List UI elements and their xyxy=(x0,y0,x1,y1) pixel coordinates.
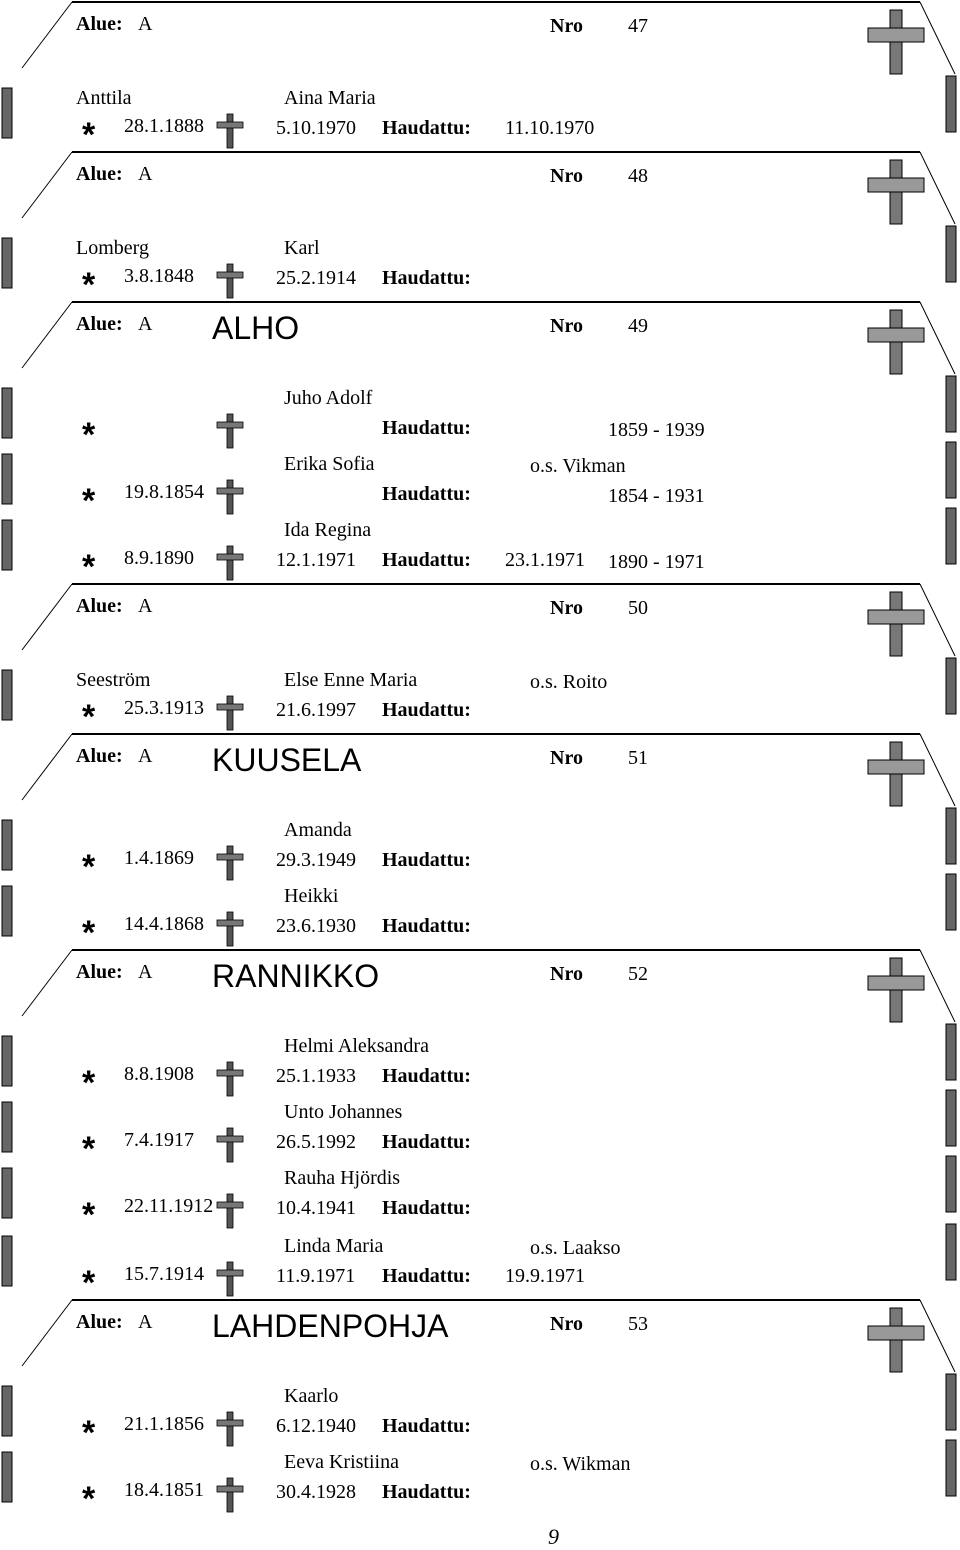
area-value: A xyxy=(138,595,153,617)
person-name: Heikki xyxy=(284,885,339,907)
birth-date: 28.1.1888 xyxy=(124,115,204,137)
header-cross-icon-horizontal xyxy=(868,28,924,42)
row-left-bar xyxy=(2,1452,12,1502)
birth-star-icon: * xyxy=(82,1130,96,1168)
row-right-bar xyxy=(946,658,956,714)
nro-value: 47 xyxy=(628,15,648,37)
area-value: A xyxy=(138,745,153,767)
person-name: Juho Adolf xyxy=(284,387,373,409)
death-cross-icon-vertical xyxy=(227,114,233,148)
row-right-bar xyxy=(946,226,956,282)
area-label: Alue: xyxy=(76,163,123,185)
buried-label: Haudattu: xyxy=(382,1265,471,1287)
death-cross-icon-horizontal xyxy=(217,1270,243,1276)
row-left-bar xyxy=(2,1036,12,1086)
nro-label: Nro xyxy=(550,597,583,619)
surname: Lomberg xyxy=(76,237,149,259)
death-cross-icon-vertical xyxy=(227,696,233,730)
header-left-slant xyxy=(22,302,72,368)
death-cross-icon-vertical xyxy=(227,1412,233,1446)
header-cross-icon-horizontal xyxy=(868,328,924,342)
nro-label: Nro xyxy=(550,165,583,187)
life-years: 1890 - 1971 xyxy=(608,551,705,573)
nro-value: 50 xyxy=(628,597,648,619)
buried-label: Haudattu: xyxy=(382,1131,471,1153)
row-right-bar xyxy=(946,1440,956,1496)
maiden-name-note: o.s. Vikman xyxy=(530,455,626,477)
death-date: 21.6.1997 xyxy=(276,699,356,721)
row-left-bar xyxy=(2,1168,12,1218)
person-name: Karl xyxy=(284,237,320,259)
death-cross-icon-vertical xyxy=(227,480,233,514)
death-cross-icon-horizontal xyxy=(217,1136,243,1142)
birth-star-icon: * xyxy=(82,1414,96,1452)
row-left-bar xyxy=(2,886,12,936)
death-cross-icon-vertical xyxy=(227,1128,233,1162)
death-cross-icon-horizontal xyxy=(217,488,243,494)
birth-star-icon: * xyxy=(82,1480,96,1518)
family-name: KUUSELA xyxy=(212,742,362,778)
nro-value: 52 xyxy=(628,963,648,985)
header-right-slant xyxy=(920,734,955,806)
person-name: Unto Johannes xyxy=(284,1101,403,1123)
birth-star-icon: * xyxy=(82,1264,96,1302)
row-right-bar xyxy=(946,76,956,132)
nro-value: 51 xyxy=(628,747,648,769)
row-right-bar xyxy=(946,1156,956,1212)
death-cross-icon-vertical xyxy=(227,1262,233,1296)
area-label: Alue: xyxy=(76,313,123,335)
row-left-bar xyxy=(2,1236,12,1286)
burial-date: 11.10.1970 xyxy=(505,117,595,139)
death-date: 23.6.1930 xyxy=(276,915,356,937)
person-name: Rauha Hjördis xyxy=(284,1167,401,1189)
life-years: 1859 - 1939 xyxy=(608,419,705,441)
death-date: 25.1.1933 xyxy=(276,1065,356,1087)
birth-star-icon: * xyxy=(82,482,96,520)
death-cross-icon-vertical xyxy=(227,546,233,580)
death-cross-icon-vertical xyxy=(227,912,233,946)
birth-star-icon: * xyxy=(82,1196,96,1234)
header-cross-icon-horizontal xyxy=(868,976,924,990)
area-label: Alue: xyxy=(76,13,123,35)
death-date: 25.2.1914 xyxy=(276,267,356,289)
buried-label: Haudattu: xyxy=(382,1415,471,1437)
header-cross-icon-horizontal xyxy=(868,1326,924,1340)
birth-date: 1.4.1869 xyxy=(124,847,194,869)
death-cross-icon-horizontal xyxy=(217,704,243,710)
row-right-bar xyxy=(946,808,956,864)
death-cross-icon-vertical xyxy=(227,846,233,880)
buried-label: Haudattu: xyxy=(382,915,471,937)
death-date: 29.3.1949 xyxy=(276,849,356,871)
buried-label: Haudattu: xyxy=(382,117,471,139)
death-cross-icon-vertical xyxy=(227,414,233,448)
header-left-slant xyxy=(22,2,72,68)
birth-star-icon: * xyxy=(82,416,96,454)
person-name: Amanda xyxy=(284,819,352,841)
header-left-slant xyxy=(22,1300,72,1366)
row-left-bar xyxy=(2,820,12,870)
header-left-slant xyxy=(22,734,72,800)
area-value: A xyxy=(138,1311,153,1333)
row-right-bar xyxy=(946,1090,956,1146)
death-cross-icon-horizontal xyxy=(217,1202,243,1208)
row-left-bar xyxy=(2,1386,12,1436)
death-date: 30.4.1928 xyxy=(276,1481,356,1503)
death-cross-icon-vertical xyxy=(227,1194,233,1228)
header-cross-icon-horizontal xyxy=(868,178,924,192)
birth-date: 21.1.1856 xyxy=(124,1413,204,1435)
person-name: Eeva Kristiina xyxy=(284,1451,399,1473)
family-name: ALHO xyxy=(212,310,300,346)
header-right-slant xyxy=(920,584,955,656)
death-cross-icon-horizontal xyxy=(217,554,243,560)
person-name: Linda Maria xyxy=(284,1235,384,1257)
row-left-bar xyxy=(2,88,12,138)
row-left-bar xyxy=(2,388,12,438)
person-name: Aina Maria xyxy=(284,87,376,109)
buried-label: Haudattu: xyxy=(382,417,471,439)
buried-label: Haudattu: xyxy=(382,1197,471,1219)
person-name: Erika Sofia xyxy=(284,453,375,475)
burial-date: 19.9.1971 xyxy=(505,1265,585,1287)
death-cross-icon-horizontal xyxy=(217,1070,243,1076)
death-cross-icon-horizontal xyxy=(217,1486,243,1492)
birth-star-icon: * xyxy=(82,848,96,886)
death-date: 6.12.1940 xyxy=(276,1415,356,1437)
row-left-bar xyxy=(2,1102,12,1152)
area-value: A xyxy=(138,313,153,335)
birth-date: 8.8.1908 xyxy=(124,1063,194,1085)
death-date: 26.5.1992 xyxy=(276,1131,356,1153)
surname: Anttila xyxy=(76,87,132,109)
birth-star-icon: * xyxy=(82,1064,96,1102)
header-left-slant xyxy=(22,152,72,218)
maiden-name-note: o.s. Laakso xyxy=(530,1237,621,1259)
life-years: 1854 - 1931 xyxy=(608,485,705,507)
death-cross-icon-horizontal xyxy=(217,422,243,428)
area-label: Alue: xyxy=(76,961,123,983)
death-cross-icon-vertical xyxy=(227,1478,233,1512)
family-name: RANNIKKO xyxy=(212,958,380,994)
death-cross-icon-horizontal xyxy=(217,920,243,926)
birth-date: 3.8.1848 xyxy=(124,265,194,287)
death-date: 12.1.1971 xyxy=(276,549,356,571)
nro-label: Nro xyxy=(550,963,583,985)
nro-label: Nro xyxy=(550,15,583,37)
maiden-name-note: o.s. Wikman xyxy=(530,1453,631,1475)
row-right-bar xyxy=(946,1374,956,1430)
death-date: 10.4.1941 xyxy=(276,1197,356,1219)
header-cross-icon-horizontal xyxy=(868,760,924,774)
row-left-bar xyxy=(2,670,12,720)
birth-star-icon: * xyxy=(82,698,96,736)
birth-date: 25.3.1913 xyxy=(124,697,204,719)
header-right-slant xyxy=(920,302,955,374)
area-value: A xyxy=(138,163,153,185)
person-name: Else Enne Maria xyxy=(284,669,418,691)
header-left-slant xyxy=(22,950,72,1016)
header-right-slant xyxy=(920,950,955,1022)
person-name: Helmi Aleksandra xyxy=(284,1035,429,1057)
area-label: Alue: xyxy=(76,1311,123,1333)
area-value: A xyxy=(138,13,153,35)
maiden-name-note: o.s. Roito xyxy=(530,671,608,693)
header-right-slant xyxy=(920,2,955,74)
birth-date: 22.11.1912 xyxy=(124,1195,214,1217)
area-label: Alue: xyxy=(76,595,123,617)
birth-date: 15.7.1914 xyxy=(124,1263,204,1285)
person-name: Ida Regina xyxy=(284,519,372,541)
death-cross-icon-horizontal xyxy=(217,854,243,860)
birth-star-icon: * xyxy=(82,266,96,304)
death-date: 11.9.1971 xyxy=(276,1265,356,1287)
row-left-bar xyxy=(2,520,12,570)
birth-date: 8.9.1890 xyxy=(124,547,194,569)
row-right-bar xyxy=(946,376,956,432)
death-cross-icon-vertical xyxy=(227,1062,233,1096)
nro-label: Nro xyxy=(550,1313,583,1335)
family-name: LAHDENPOHJA xyxy=(212,1308,449,1344)
death-cross-icon-vertical xyxy=(227,264,233,298)
surname: Seeström xyxy=(76,669,151,691)
area-label: Alue: xyxy=(76,745,123,767)
row-left-bar xyxy=(2,454,12,504)
death-cross-icon-horizontal xyxy=(217,272,243,278)
header-right-slant xyxy=(920,152,955,224)
row-right-bar xyxy=(946,1024,956,1080)
death-cross-icon-horizontal xyxy=(217,1420,243,1426)
row-right-bar xyxy=(946,442,956,498)
death-date: 5.10.1970 xyxy=(276,117,356,139)
row-right-bar xyxy=(946,874,956,930)
buried-label: Haudattu: xyxy=(382,267,471,289)
birth-star-icon: * xyxy=(82,914,96,952)
nro-label: Nro xyxy=(550,747,583,769)
birth-date: 19.8.1854 xyxy=(124,481,204,503)
person-name: Kaarlo xyxy=(284,1385,339,1407)
nro-value: 49 xyxy=(628,315,648,337)
buried-label: Haudattu: xyxy=(382,699,471,721)
area-value: A xyxy=(138,961,153,983)
birth-date: 7.4.1917 xyxy=(124,1129,194,1151)
row-left-bar xyxy=(2,238,12,288)
nro-value: 53 xyxy=(628,1313,648,1335)
page-number: 9 xyxy=(548,1524,559,1549)
burial-date: 23.1.1971 xyxy=(505,549,585,571)
buried-label: Haudattu: xyxy=(382,483,471,505)
death-cross-icon-horizontal xyxy=(217,122,243,128)
header-left-slant xyxy=(22,584,72,650)
header-cross-icon-horizontal xyxy=(868,610,924,624)
birth-date: 18.4.1851 xyxy=(124,1479,204,1501)
row-right-bar xyxy=(946,508,956,564)
birth-star-icon: * xyxy=(82,116,96,154)
birth-date: 14.4.1868 xyxy=(124,913,204,935)
buried-label: Haudattu: xyxy=(382,1065,471,1087)
row-right-bar xyxy=(946,1224,956,1280)
nro-value: 48 xyxy=(628,165,648,187)
buried-label: Haudattu: xyxy=(382,1481,471,1503)
buried-label: Haudattu: xyxy=(382,849,471,871)
birth-star-icon: * xyxy=(82,548,96,586)
header-right-slant xyxy=(920,1300,955,1372)
nro-label: Nro xyxy=(550,315,583,337)
buried-label: Haudattu: xyxy=(382,549,471,571)
